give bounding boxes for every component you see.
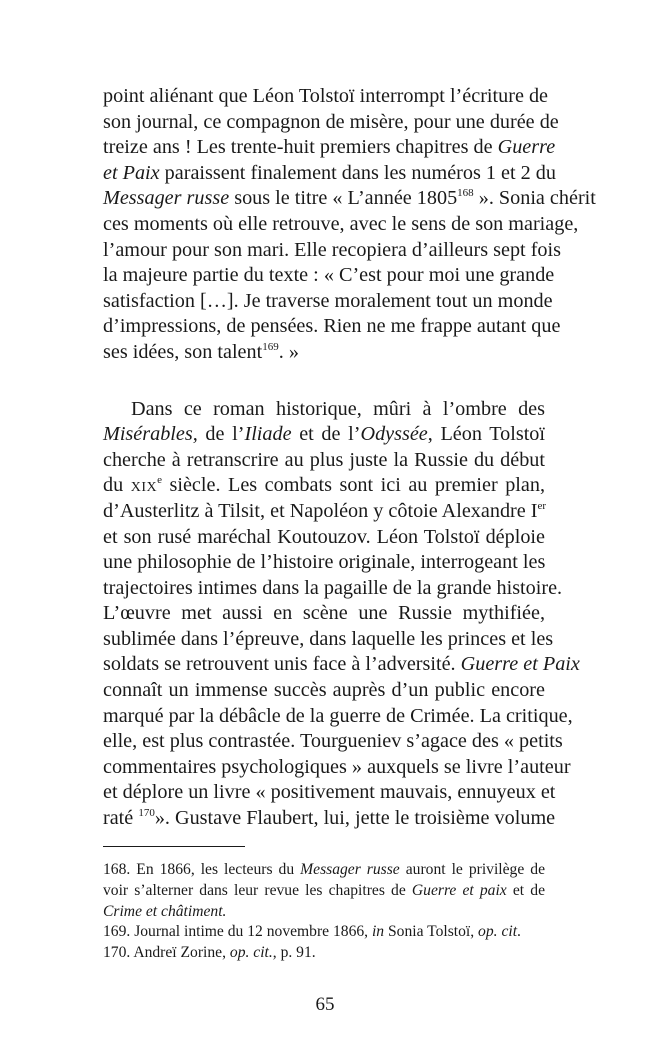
text-line: son journal, ce compagnon de misère, pour une durée de — [103, 110, 559, 133]
paragraph-2 — [103, 397, 580, 832]
footnote-168 — [103, 860, 545, 922]
page-number: 65 — [315, 994, 335, 1015]
footnotes — [103, 846, 545, 964]
footnote-divider — [103, 846, 245, 847]
text-line: marqué par la débâcle de la guerre de Crimée. La critique, — [103, 704, 573, 727]
text-line: Messager russe sous le titre « L’année 1805$^{168}$ ». Sonia chérit — [103, 187, 596, 210]
text-line: d’Austerlitz à Tilsit, et Napoléon y côtoie Alexandre Ier — [103, 499, 547, 522]
text-line: et son rusé maréchal Koutouzov. Léon Tolstoï déploie — [103, 525, 545, 548]
footnote-line: 170. Andreï Zorine, op. cit., p. 91. — [103, 944, 316, 962]
text-line: Misérables, de l’Iliade et de l’Odyssée, Léon Tolstoï — [103, 423, 546, 446]
text-line: trajectoires intimes dans la pagaille de la grande histoire. — [103, 576, 563, 599]
text-line: point aliénant que Léon Tolstoï interrompt l’écriture de — [103, 85, 549, 107]
text-line: L’œuvre met aussi en scène une Russie mythifiée, — [103, 602, 545, 625]
text-line: Dans ce roman historique, mûri à l’ombre des — [131, 397, 545, 420]
text-line: la majeure partie du texte : « C’est pour moi une grande — [103, 264, 555, 287]
footnote-line: voir s’alterner dans leur revue les chapitres de Guerre et paix et de — [103, 881, 545, 899]
text-line: soldats se retrouvent unis face à l’adversité. Guerre et Paix — [103, 653, 580, 676]
text-line: satisfaction […]. Je traverse moralement tout un monde — [103, 289, 553, 312]
text-line: raté $^{170}$». Gustave Flaubert, lui, jette le troisième volume — [103, 807, 556, 830]
text-line: cherche à retranscrire au plus juste la Russie du début — [103, 448, 545, 471]
paragraph-1 — [103, 84, 596, 366]
footnote-170 — [103, 943, 545, 964]
footnote-ref-168: 168 — [457, 187, 474, 200]
text-line: et déplore un livre « positivement mauvais, ennuyeux et — [103, 781, 556, 804]
footnote-line: 169. Journal intime du 12 novembre 1866, in Sonia Tolstoï, op. cit. — [103, 923, 521, 941]
text-line: une philosophie de l’histoire originale, interrogeant les — [103, 551, 546, 574]
text-line: d’impressions, de pensées. Rien ne me frappe autant que — [103, 315, 561, 338]
text-line: elle, est plus contrastée. Tourgueniev s’agace des « petits — [103, 730, 563, 753]
text-line: connaît un immense succès auprès d’un public encore — [103, 679, 545, 702]
footnote-line: Crime et châtiment. — [103, 902, 227, 920]
main-text — [103, 84, 596, 832]
text-line: commentaires psychologiques » auxquels se livre l’auteur — [103, 755, 571, 778]
footnote-ref-169: 169 — [262, 340, 279, 353]
text-line: du xix$^e$ siècle. Les combats sont ici au premier plan, — [103, 474, 545, 497]
text-line: ces moments où elle retrouve, avec le sens de son mariage, — [103, 212, 579, 235]
footnote-line: 168. En 1866, les lecteurs du Messager russe auront le privilège de — [103, 861, 545, 878]
text-line: treize ans ! Les trente-huit premiers chapitres de Guerre — [103, 136, 556, 159]
text-line: ses idées, son talent$^{169}$. » — [103, 340, 299, 363]
footnote-ref-170: 170 — [138, 807, 155, 820]
text-line: sublimée dans l’épreuve, dans laquelle les princes et les — [103, 627, 554, 650]
footnote-169 — [103, 922, 545, 943]
text-line: et Paix paraissent finalement dans les numéros 1 et 2 du — [103, 161, 556, 184]
text-line: l’amour pour son mari. Elle recopiera d’ailleurs sept fois — [103, 238, 561, 261]
